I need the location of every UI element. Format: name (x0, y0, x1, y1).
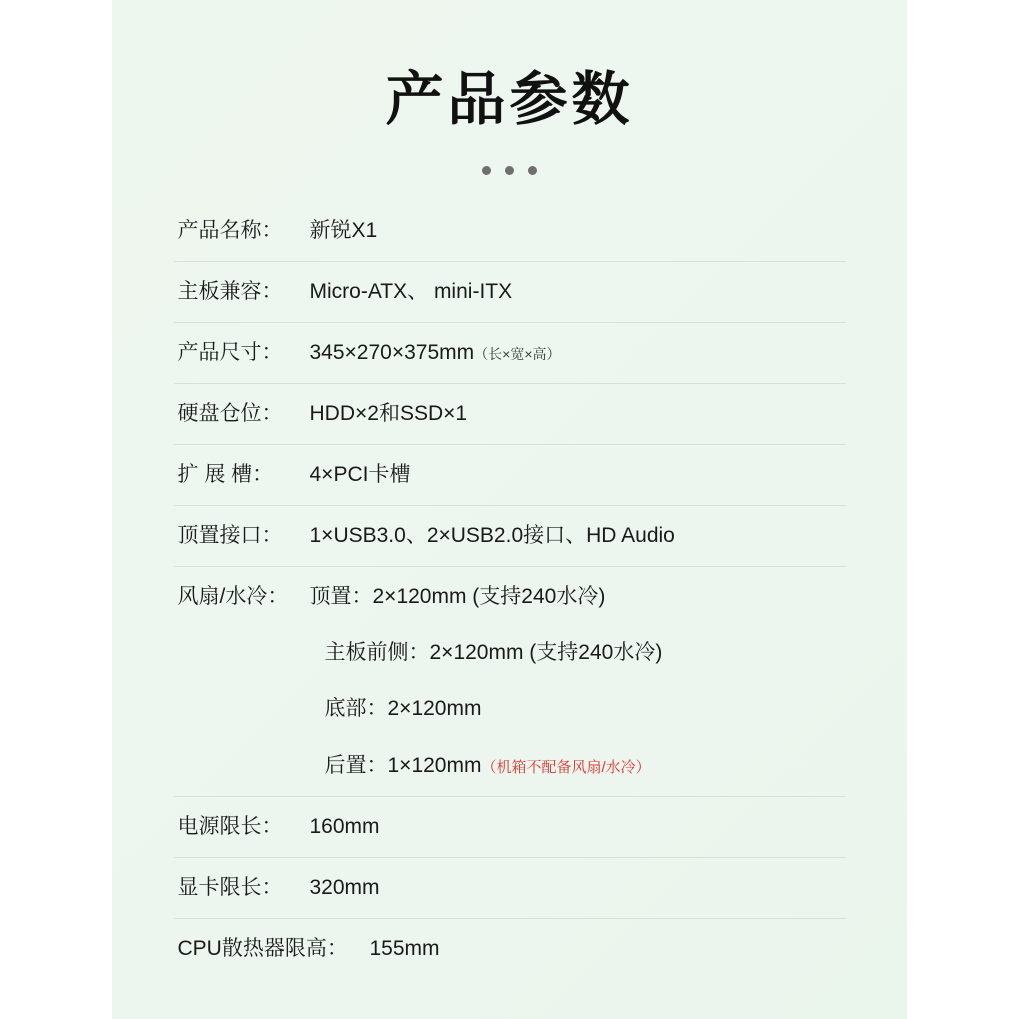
spec-value-text: 1×USB3.0、2×USB2.0接口、HD Audio (309, 523, 675, 547)
fan-rear-note: （机箱不配备风扇/水冷） (481, 758, 651, 776)
dot-separator (110, 166, 909, 175)
spec-value (310, 461, 411, 489)
spec-value (310, 813, 380, 841)
spec-label: 产品尺寸： (177, 340, 283, 364)
spec-row-gpu-length (174, 858, 846, 919)
dot-icon (528, 166, 537, 175)
fan-line-rear: 后置：1×120mm (324, 753, 482, 777)
spec-label: 顶置接口： (177, 523, 283, 547)
spec-value-text: 4×PCI卡槽 (309, 462, 411, 486)
fan-line-top: 顶置：2×120mm (支持240水冷) (309, 584, 606, 608)
spec-row-product-name (174, 201, 846, 262)
spec-label: 显卡限长： (177, 876, 283, 900)
spec-label: 硬盘仓位： (177, 401, 283, 425)
spec-value-text: HDD×2和SSD×1 (309, 401, 468, 425)
spec-label: CPU散热器限高： (177, 937, 348, 961)
spec-value (310, 522, 675, 550)
spec-value-note: （长×宽×高） (474, 345, 561, 362)
dot-icon (505, 166, 514, 175)
spec-row-drive-bays (174, 384, 846, 445)
spec-value-text: Micro-ATX、 mini-ITX (309, 279, 513, 303)
spec-value-text: 新锐X1 (309, 218, 378, 242)
spec-row-top-io (174, 506, 846, 567)
spec-value (310, 217, 378, 245)
bottom-spacer (110, 979, 909, 1019)
page-title: 产品参数 (385, 67, 634, 132)
spec-row-motherboard-compat (174, 262, 846, 323)
spec-value-text: 320mm (309, 876, 380, 900)
spec-row-expansion-slots (174, 445, 846, 506)
spec-value (310, 339, 561, 367)
spec-value-text: 345×270×375mm (309, 340, 475, 364)
spec-value (310, 583, 606, 611)
spec-table (174, 201, 846, 979)
spec-row-cpu-cooler-height (174, 919, 846, 979)
spec-label: 产品名称： (177, 218, 283, 242)
spec-value-text: 160mm (309, 815, 380, 839)
spec-value (310, 278, 513, 306)
spec-row-dimensions (174, 323, 846, 384)
spec-value (310, 400, 468, 428)
fan-line-bottom: 底部：2×120mm (324, 697, 482, 721)
dot-icon (482, 166, 491, 175)
spec-label: 风扇/水冷： (177, 584, 289, 608)
spec-label: 扩 展 槽： (177, 462, 274, 486)
spec-label: 电源限长： (177, 815, 283, 839)
spec-row-fan-cooling (174, 567, 846, 797)
spec-value (310, 874, 380, 902)
fan-line-rear-wrapper (325, 752, 842, 780)
spec-value (370, 935, 440, 963)
spec-value-text: 155mm (369, 937, 440, 961)
spec-label: 主板兼容： (177, 279, 283, 303)
spec-row-psu-length (174, 797, 846, 858)
fan-line-front: 主板前侧：2×120mm (支持240水冷) (324, 641, 663, 665)
